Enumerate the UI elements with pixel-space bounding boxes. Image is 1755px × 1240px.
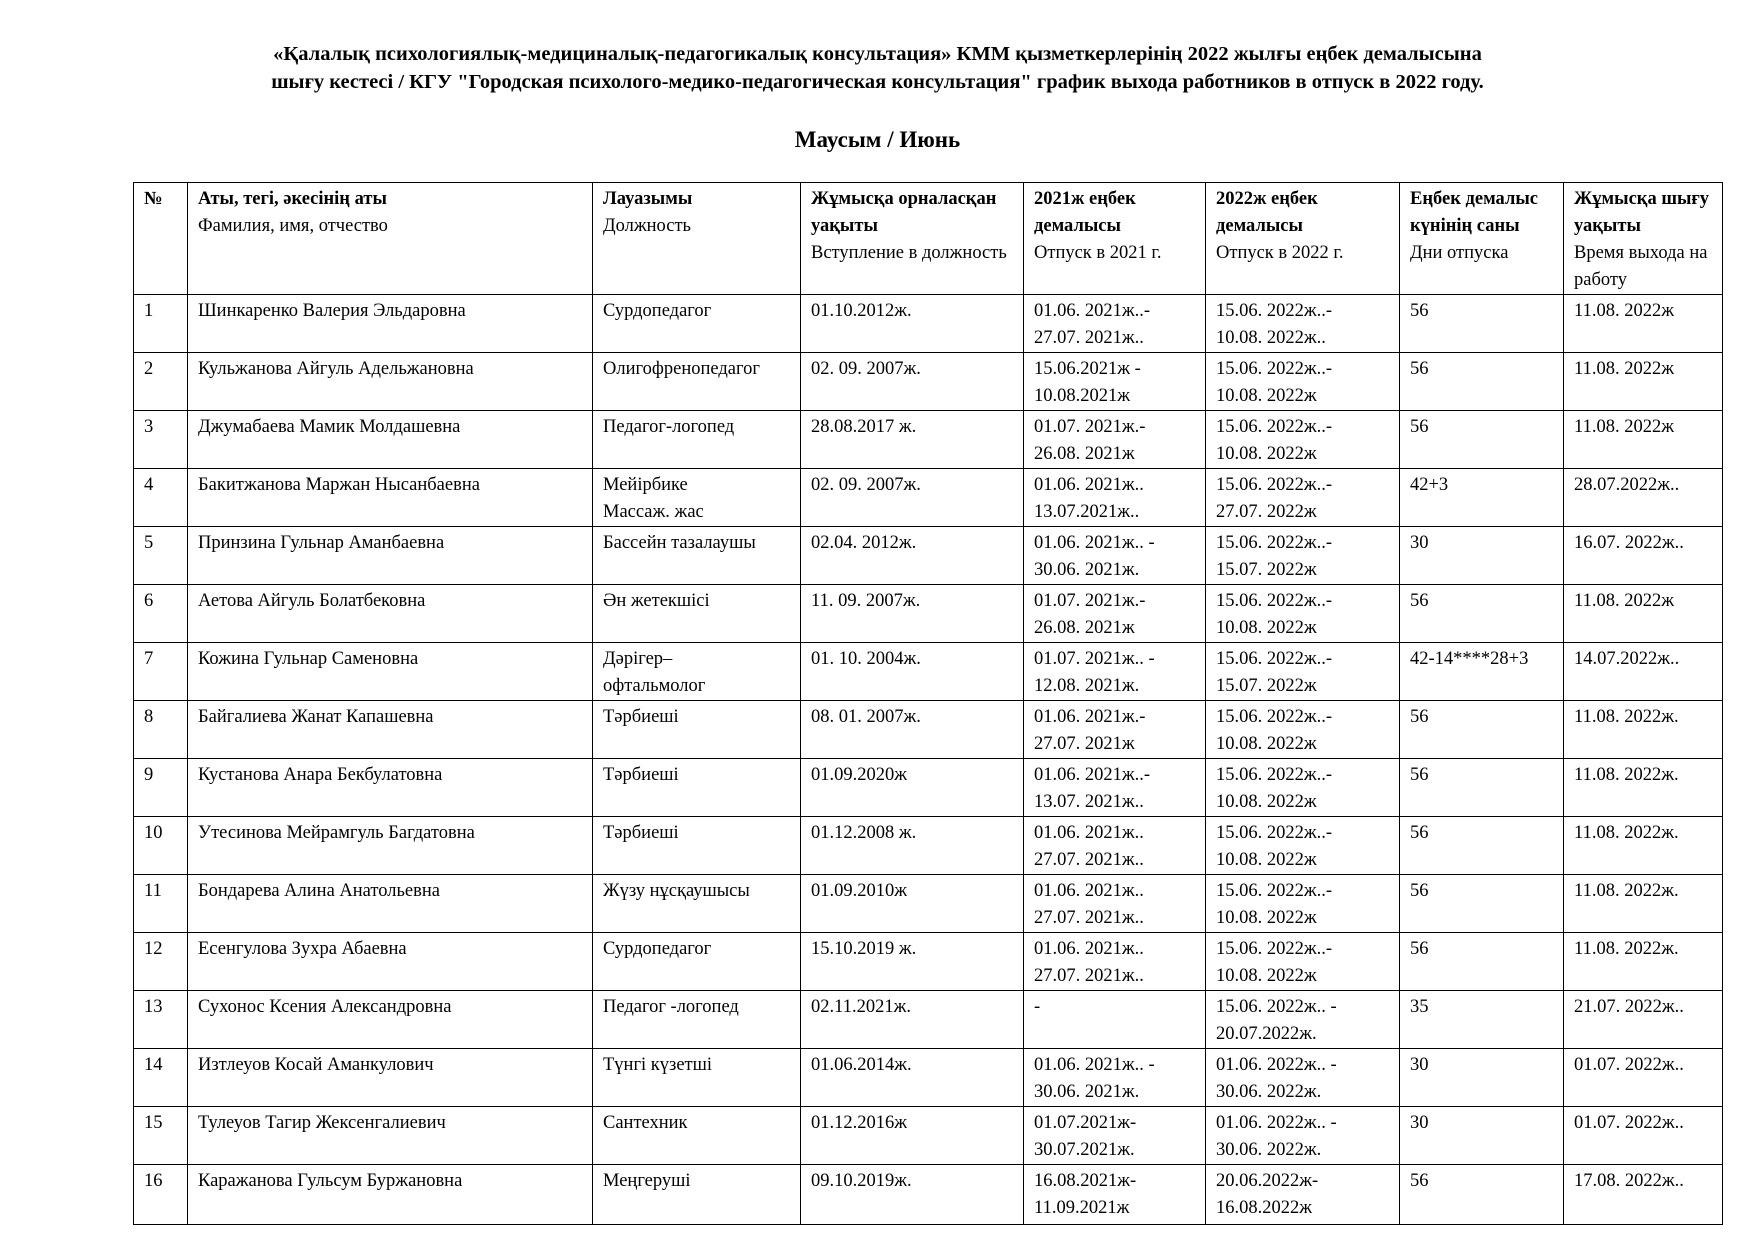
vacation-2021-cell-end: 27.07. 2021ж.. [1034,908,1144,928]
row-number-cell: 3 [134,411,188,469]
position-cell: Дәрігер– офтальмолог [593,643,801,701]
vacation-days-cell: 42+3 [1400,469,1564,527]
vacation-days-cell: 56 [1400,875,1564,933]
row-number-cell: 4 [134,469,188,527]
hire-date-cell: 02.04. 2012ж. [801,527,1024,585]
hire-date-cell: 01. 10. 2004ж. [801,643,1024,701]
vacation-2021-cell-start: 01.06. 2021ж.- [1034,707,1146,727]
position-cell: Меңгеруші [593,1165,801,1225]
return-date-cell: 17.08. 2022ж.. [1564,1165,1723,1225]
vacation-2022-cell-start: 15.06. 2022ж.. - [1216,997,1337,1017]
row-number-cell: 13 [134,991,188,1049]
employee-name-cell: Кожина Гульнар Саменовна [188,643,593,701]
vacation-2022-cell-end: 20.07.2022ж. [1216,1024,1317,1044]
vacation-2022-cell-start: 15.06. 2022ж..- [1216,649,1333,669]
vacation-2021-cell-start: 01.07.2021ж- [1034,1113,1137,1133]
header-cell: Еңбек демалыс күнінің саны Дни отпуска [1400,183,1564,295]
vacation-days-cell: 30 [1400,1107,1564,1165]
vacation-2022-cell-end: 16.08.2022ж [1216,1198,1313,1218]
vacation-2021-cell-start: 01.06. 2021ж.. - [1034,533,1155,553]
return-date-cell: 11.08. 2022ж [1564,411,1723,469]
table-row [134,1049,1723,1107]
vacation-2022-cell-start: 01.06. 2022ж.. - [1216,1055,1337,1075]
vacation-2021-cell-end: 26.08. 2021ж [1034,618,1135,638]
header-cell: 2021ж еңбек демалысы Отпуск в 2021 г. [1024,183,1206,295]
employee-name-cell: Утесинова Мейрамгуль Багдатовна [188,817,593,875]
vacation-2022-cell [1206,875,1400,933]
vacation-2022-cell-end: 10.08. 2022ж [1216,792,1317,812]
vacation-days-cell: 30 [1400,527,1564,585]
vacation-2022-cell-start: 15.06. 2022ж..- [1216,301,1333,321]
vacation-days-cell: 56 [1400,933,1564,991]
employee-name-cell: Байгалиева Жанат Капашевна [188,701,593,759]
employee-name-cell: Кульжанова Айгуль Адельжановна [188,353,593,411]
vacation-2021-cell [1024,527,1206,585]
vacation-2021-cell-start: 01.06. 2021ж..- [1034,301,1151,321]
return-date-cell: 11.08. 2022ж [1564,295,1723,353]
vacation-2021-cell [1024,1165,1206,1225]
return-date-cell: 11.08. 2022ж. [1564,759,1723,817]
return-date-cell: 11.08. 2022ж. [1564,701,1723,759]
header-cell: Жұмысқа орналасқан уақыты Вступление в должность [801,183,1024,295]
vacation-2021-cell-end: 30.06. 2021ж. [1034,560,1140,580]
table-row [134,585,1723,643]
vacation-2021-cell-end: 27.07. 2021ж.. [1034,850,1144,870]
row-number-cell: 12 [134,933,188,991]
position-cell: Мейірбике Массаж. жас [593,469,801,527]
vacation-2022-cell-start: 15.06. 2022ж..- [1216,417,1333,437]
header-cell: Жұмысқа шығу уақыты Время выхода на работу [1564,183,1723,295]
return-date-cell: 11.08. 2022ж [1564,353,1723,411]
employee-name-cell: Бондарева Алина Анатольевна [188,875,593,933]
employee-name-cell: Тулеуов Тагир Жексенгалиевич [188,1107,593,1165]
vacation-2022-cell [1206,991,1400,1049]
row-number-cell: 16 [134,1165,188,1225]
position-cell: Бассейн тазалаушы [593,527,801,585]
return-date-cell: 11.08. 2022ж. [1564,817,1723,875]
hire-date-cell: 01.09.2020ж [801,759,1024,817]
table-row [134,353,1723,411]
vacation-days-cell: 56 [1400,759,1564,817]
return-date-cell: 01.07. 2022ж.. [1564,1107,1723,1165]
vacation-2021-cell-start: 01.06. 2021ж.. [1034,939,1144,959]
vacation-2022-cell-end: 27.07. 2022ж [1216,502,1317,522]
vacation-2021-cell-start: 01.06. 2021ж.. - [1034,1055,1155,1075]
employee-name-cell: Изтлеуов Косай Аманкулович [188,1049,593,1107]
vacation-2021-cell [1024,411,1206,469]
vacation-2021-cell [1024,701,1206,759]
vacation-2022-cell [1206,527,1400,585]
vacation-days-cell: 56 [1400,817,1564,875]
hire-date-cell: 01.09.2010ж [801,875,1024,933]
vacation-2022-cell-end: 10.08. 2022ж [1216,908,1317,928]
vacation-2021-cell [1024,585,1206,643]
table-row [134,1165,1723,1225]
position-cell: Жүзу нұсқаушысы [593,875,801,933]
vacation-2021-cell-start: 01.07. 2021ж.- [1034,591,1146,611]
vacation-2022-cell-end: 10.08. 2022ж [1216,850,1317,870]
vacation-2021-cell-start: 01.07. 2021ж.. - [1034,649,1155,669]
table-row [134,991,1723,1049]
vacation-2022-cell-start: 15.06. 2022ж..- [1216,823,1333,843]
position-cell: Тәрбиеші [593,817,801,875]
vacation-2021-cell [1024,875,1206,933]
employee-name-cell: Бакитжанова Маржан Нысанбаевна [188,469,593,527]
title-line-2: шығу кестесі / КГУ "Городская психолого-медико-педагогическая консультация" график выхода работников в отпуск в 2022 году. [271,71,1484,93]
table-row [134,701,1723,759]
vacation-2022-cell-start: 15.06. 2022ж..- [1216,765,1333,785]
vacation-2022-cell [1206,411,1400,469]
table-row [134,759,1723,817]
table-row [134,643,1723,701]
vacation-days-cell: 35 [1400,991,1564,1049]
vacation-2021-cell-start: 16.08.2021ж- [1034,1171,1137,1191]
header-cell: № [134,183,188,295]
row-number-cell: 15 [134,1107,188,1165]
position-cell: Педагог -логопед [593,991,801,1049]
employee-name-cell: Сухонос Ксения Александровна [188,991,593,1049]
vacation-days-cell: 56 [1400,353,1564,411]
vacation-2022-cell-end: 10.08. 2022ж [1216,386,1317,406]
hire-date-cell: 01.06.2014ж. [801,1049,1024,1107]
vacation-days-cell: 56 [1400,701,1564,759]
vacation-2021-cell-end: 27.07. 2021ж [1034,734,1135,754]
hire-date-cell: 09.10.2019ж. [801,1165,1024,1225]
vacation-2022-cell-start: 20.06.2022ж- [1216,1171,1319,1191]
vacation-2022-cell-start: 01.06. 2022ж.. - [1216,1113,1337,1133]
position-cell: Тәрбиеші [593,701,801,759]
vacation-days-cell: 30 [1400,1049,1564,1107]
vacation-2022-cell [1206,1049,1400,1107]
vacation-2021-cell-end: 30.07.2021ж. [1034,1140,1135,1160]
vacation-2021-cell-end: 10.08.2021ж [1034,386,1131,406]
vacation-schedule-table [133,182,1723,1225]
vacation-2022-cell [1206,933,1400,991]
table-header-row [134,183,1723,295]
row-number-cell: 1 [134,295,188,353]
title-line-1: «Қалалық психологиялық-медициналық-педагогикалық консультация» КММ қызметкерлерінің 2022 жылғы еңбек демалысына [273,43,1482,65]
vacation-2021-cell [1024,295,1206,353]
vacation-2021-cell [1024,759,1206,817]
vacation-2022-cell-start: 15.06. 2022ж..- [1216,359,1333,379]
vacation-2021-cell-end: 26.08. 2021ж [1034,444,1135,464]
row-number-cell: 2 [134,353,188,411]
vacation-2022-cell [1206,469,1400,527]
hire-date-cell: 02.11.2021ж. [801,991,1024,1049]
employee-name-cell: Джумабаева Мамик Молдашевна [188,411,593,469]
vacation-2022-cell [1206,701,1400,759]
vacation-2021-cell-end: 13.07.2021ж.. [1034,502,1140,522]
position-cell: Сурдопедагог [593,933,801,991]
employee-name-cell: Принзина Гульнар Аманбаевна [188,527,593,585]
vacation-2022-cell [1206,1165,1400,1225]
vacation-2022-cell [1206,353,1400,411]
hire-date-cell: 28.08.2017 ж. [801,411,1024,469]
vacation-2021-cell [1024,817,1206,875]
return-date-cell: 16.07. 2022ж.. [1564,527,1723,585]
table-row [134,295,1723,353]
position-cell: Түнгі күзетші [593,1049,801,1107]
row-number-cell: 5 [134,527,188,585]
table-row [134,1107,1723,1165]
vacation-2022-cell-end: 10.08. 2022ж [1216,966,1317,986]
vacation-days-cell: 56 [1400,295,1564,353]
vacation-2022-cell [1206,585,1400,643]
hire-date-cell: 01.12.2008 ж. [801,817,1024,875]
vacation-2022-cell-end: 10.08. 2022ж [1216,618,1317,638]
vacation-2022-cell-end: 15.07. 2022ж [1216,676,1317,696]
vacation-2022-cell-end: 15.07. 2022ж [1216,560,1317,580]
vacation-2021-cell-end: 12.08. 2021ж. [1034,676,1140,696]
vacation-2022-cell-start: 15.06. 2022ж..- [1216,939,1333,959]
vacation-2021-cell [1024,643,1206,701]
vacation-2022-cell-end: 30.06. 2022ж. [1216,1140,1322,1160]
vacation-2021-cell-start: 01.07. 2021ж.- [1034,417,1146,437]
vacation-2022-cell [1206,643,1400,701]
vacation-2021-cell-end: 11.09.2021ж [1034,1198,1130,1218]
table-row [134,469,1723,527]
hire-date-cell: 15.10.2019 ж. [801,933,1024,991]
employee-name-cell: Есенгулова Зухра Абаевна [188,933,593,991]
vacation-2021-cell [1024,1049,1206,1107]
table-row [134,817,1723,875]
position-cell: Сантехник [593,1107,801,1165]
vacation-2022-cell-start: 15.06. 2022ж..- [1216,591,1333,611]
row-number-cell: 8 [134,701,188,759]
vacation-days-cell: 56 [1400,585,1564,643]
table-row [134,527,1723,585]
vacation-2021-cell-start: - [1034,997,1041,1017]
header-cell: Аты, тегі, әкесінің аты Фамилия, имя, отчество [188,183,593,295]
return-date-cell: 11.08. 2022ж. [1564,875,1723,933]
vacation-2022-cell-start: 15.06. 2022ж..- [1216,881,1333,901]
vacation-2022-cell-end: 10.08. 2022ж.. [1216,328,1326,348]
vacation-2022-cell-end: 10.08. 2022ж [1216,734,1317,754]
vacation-days-cell: 42-14****28+3 [1400,643,1564,701]
row-number-cell: 6 [134,585,188,643]
vacation-2021-cell-start: 01.06. 2021ж.. [1034,823,1144,843]
return-date-cell: 21.07. 2022ж.. [1564,991,1723,1049]
hire-date-cell: 01.10.2012ж. [801,295,1024,353]
return-date-cell: 28.07.2022ж.. [1564,469,1723,527]
employee-name-cell: Шинкаренко Валерия Эльдаровна [188,295,593,353]
vacation-2022-cell-start: 15.06. 2022ж..- [1216,707,1333,727]
vacation-days-cell: 56 [1400,1165,1564,1225]
vacation-2021-cell-end: 27.07. 2021ж.. [1034,966,1144,986]
vacation-2021-cell-end: 13.07. 2021ж.. [1034,792,1144,812]
vacation-2022-cell [1206,1107,1400,1165]
table-row [134,933,1723,991]
table-row [134,411,1723,469]
header-cell: Лауазымы Должность [593,183,801,295]
vacation-days-cell: 56 [1400,411,1564,469]
header-cell: 2022ж еңбек демалысы Отпуск в 2022 г. [1206,183,1400,295]
position-cell: Ән жетекшісі [593,585,801,643]
vacation-2021-cell [1024,991,1206,1049]
vacation-2022-cell [1206,295,1400,353]
row-number-cell: 9 [134,759,188,817]
vacation-2021-cell-start: 01.06. 2021ж.. [1034,475,1144,495]
hire-date-cell: 08. 01. 2007ж. [801,701,1024,759]
vacation-2022-cell [1206,759,1400,817]
return-date-cell: 14.07.2022ж.. [1564,643,1723,701]
return-date-cell: 01.07. 2022ж.. [1564,1049,1723,1107]
employee-name-cell: Аетова Айгуль Болатбековна [188,585,593,643]
vacation-2021-cell [1024,933,1206,991]
vacation-2021-cell [1024,469,1206,527]
position-cell: Сурдопедагог [593,295,801,353]
vacation-2021-cell-end: 27.07. 2021ж.. [1034,328,1144,348]
position-cell: Тәрбиеші [593,759,801,817]
vacation-2021-cell-start: 01.06. 2021ж..- [1034,765,1151,785]
vacation-2022-cell-end: 30.06. 2022ж. [1216,1082,1322,1102]
hire-date-cell: 11. 09. 2007ж. [801,585,1024,643]
vacation-2022-cell-end: 10.08. 2022ж [1216,444,1317,464]
vacation-2021-cell [1024,353,1206,411]
hire-date-cell: 01.12.2016ж [801,1107,1024,1165]
return-date-cell: 11.08. 2022ж. [1564,933,1723,991]
vacation-2021-cell [1024,1107,1206,1165]
row-number-cell: 7 [134,643,188,701]
vacation-2022-cell-start: 15.06. 2022ж..- [1216,533,1333,553]
employee-name-cell: Каражанова Гульсум Буржановна [188,1165,593,1225]
row-number-cell: 11 [134,875,188,933]
month-heading: Маусым / Июнь [794,127,961,152]
document-title [60,40,1695,96]
vacation-2021-cell-start: 15.06.2021ж - [1034,359,1141,379]
row-number-cell: 14 [134,1049,188,1107]
hire-date-cell: 02. 09. 2007ж. [801,353,1024,411]
return-date-cell: 11.08. 2022ж [1564,585,1723,643]
table-row [134,875,1723,933]
position-cell: Олигофренопедагог [593,353,801,411]
row-number-cell: 10 [134,817,188,875]
employee-name-cell: Кустанова Анара Бекбулатовна [188,759,593,817]
position-cell: Педагог-логопед [593,411,801,469]
vacation-2022-cell [1206,817,1400,875]
vacation-2022-cell-start: 15.06. 2022ж..- [1216,475,1333,495]
vacation-2021-cell-end: 30.06. 2021ж. [1034,1082,1140,1102]
hire-date-cell: 02. 09. 2007ж. [801,469,1024,527]
vacation-2021-cell-start: 01.06. 2021ж.. [1034,881,1144,901]
